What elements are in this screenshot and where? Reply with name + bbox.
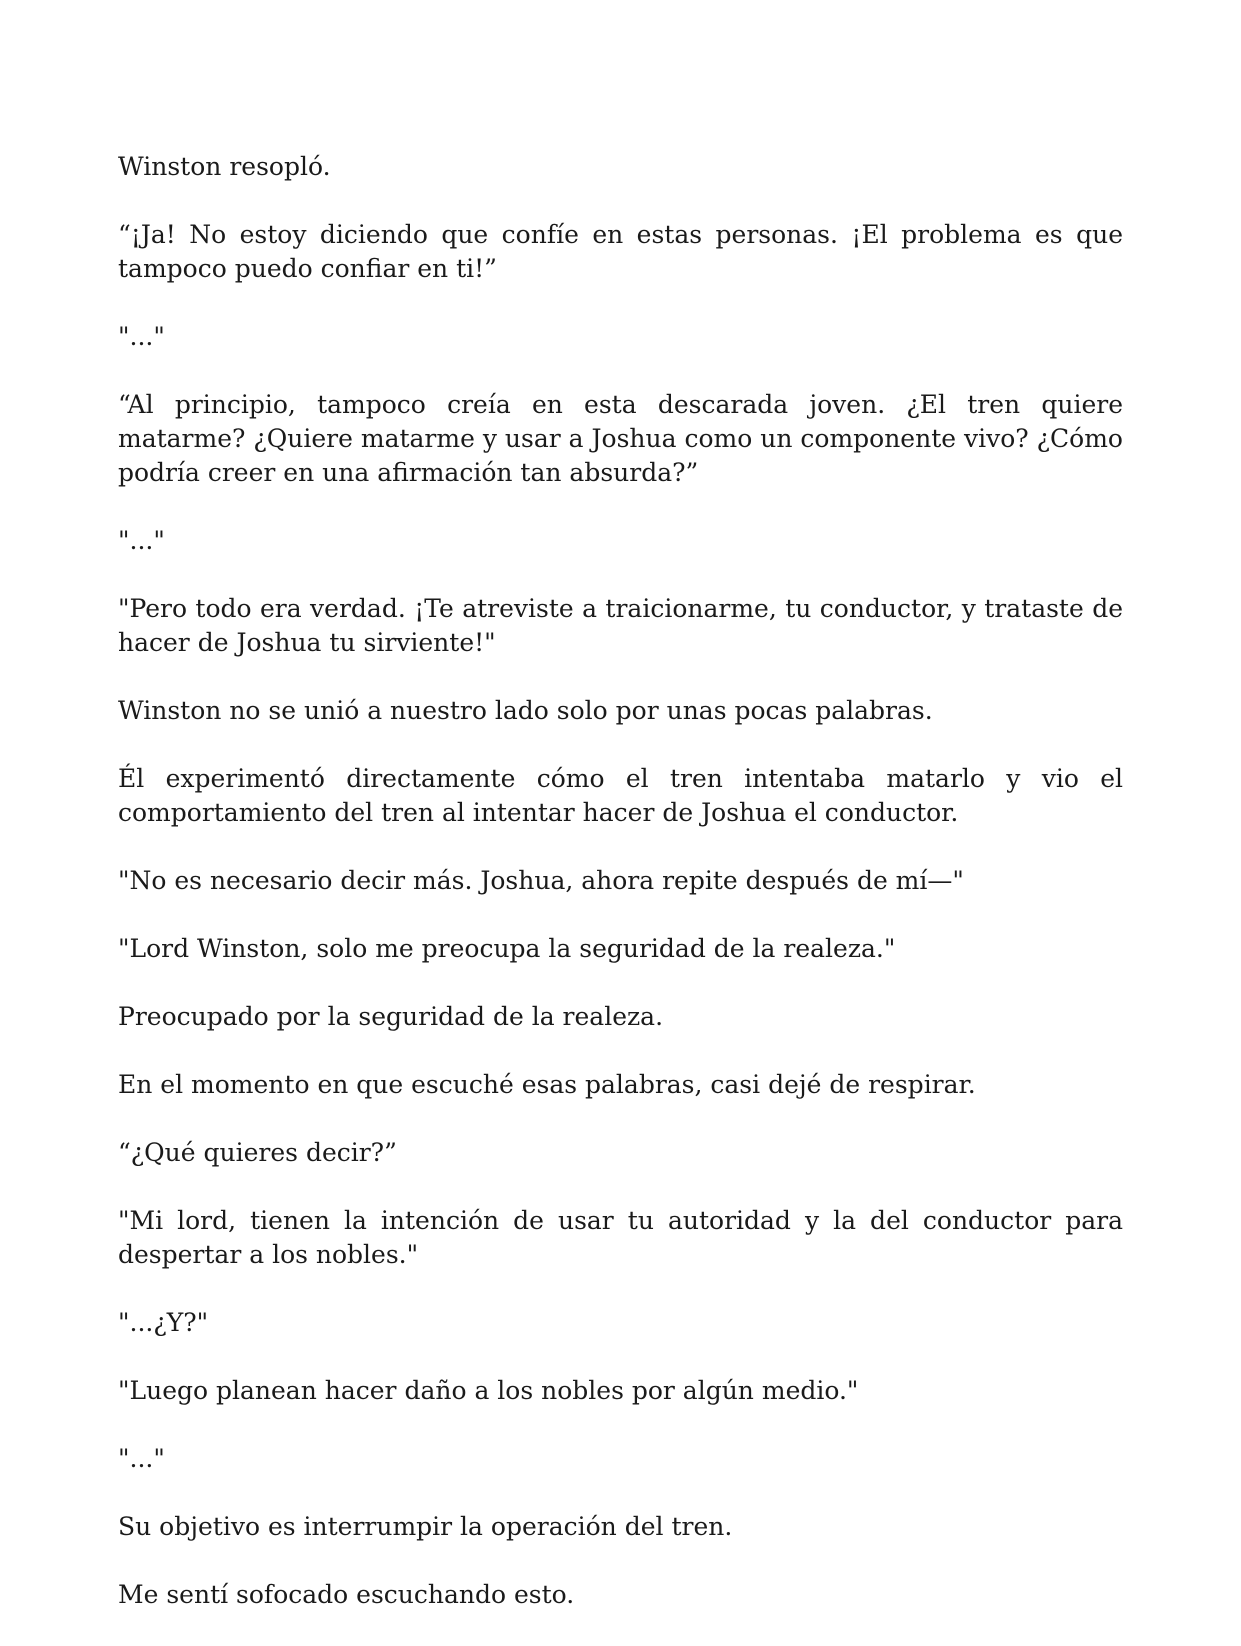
paragraph-4: “Al principio, tampoco creía en esta descarada joven. ¿El tren quiere matarme? ¿Quiere matarme y usar a Joshua como un componente vivo? ¿Cómo podría creer en una afirmación tan absurda?”: [118, 390, 1123, 487]
paragraph-1: Winston resopló.: [118, 152, 331, 181]
paragraph-9: "No es necesario decir más. Joshua, ahora repite después de mí—": [118, 866, 964, 895]
paragraph-17: "...": [118, 1444, 165, 1473]
paragraph-6: "Pero todo era verdad. ¡Te atreviste a traicionarme, tu conductor, y trataste de hacer de Joshua tu sirviente!": [118, 594, 1123, 657]
paragraph-14: "Mi lord, tienen la intención de usar tu autoridad y la del conductor para despertar a los nobles.": [118, 1206, 1123, 1269]
paragraph-3: "...": [118, 322, 165, 351]
paragraph-15: "...¿Y?": [118, 1308, 209, 1337]
paragraph-16: "Luego planean hacer daño a los nobles por algún medio.": [118, 1376, 859, 1405]
paragraph-5: "...": [118, 526, 165, 555]
paragraph-7: Winston no se unió a nuestro lado solo por unas pocas palabras.: [118, 696, 933, 725]
paragraph-2: “¡Ja! No estoy diciendo que confíe en estas personas. ¡El problema es que tampoco puedo confiar en ti!”: [118, 220, 1123, 283]
paragraph-8: Él experimentó directamente cómo el tren intentaba matarlo y vio el comportamiento del tren al intentar hacer de Joshua el conductor.: [118, 764, 1123, 827]
paragraph-13: “¿Qué quieres decir?”: [118, 1138, 397, 1167]
paragraph-18: Su objetivo es interrumpir la operación del tren.: [118, 1512, 733, 1541]
document-page: [118, 150, 1123, 1646]
paragraph-11: Preocupado por la seguridad de la realeza.: [118, 1002, 664, 1031]
paragraph-10: "Lord Winston, solo me preocupa la seguridad de la realeza.": [118, 934, 896, 963]
paragraph-12: En el momento en que escuché esas palabras, casi dejé de respirar.: [118, 1070, 976, 1099]
paragraph-19: Me sentí sofocado escuchando esto.: [118, 1580, 575, 1609]
